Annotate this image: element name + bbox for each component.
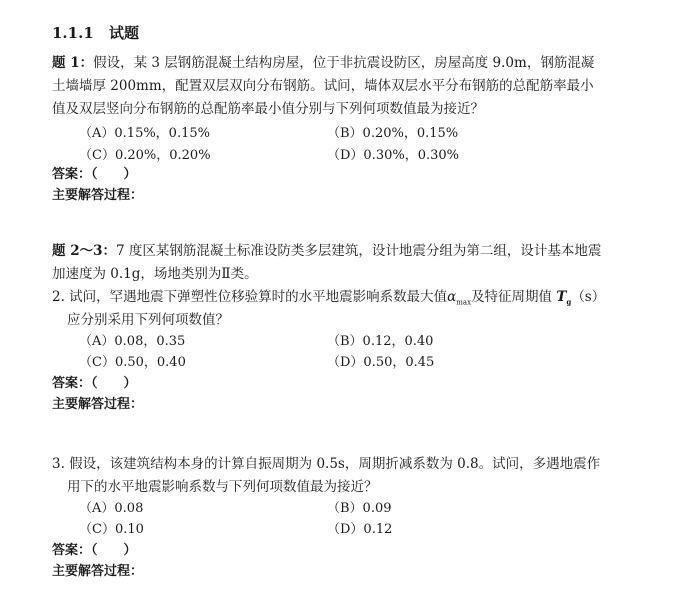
q3-option-a: （A）0.08 — [79, 501, 144, 516]
q1-option-a: （A）0.15%，0.15% — [79, 126, 210, 141]
section-title: 试题 — [109, 24, 140, 42]
q2-alpha-subscript: max — [456, 298, 472, 307]
q1-option-c: （C）0.20%，0.20% — [79, 148, 211, 163]
q23-label: 题 2～3： — [52, 243, 116, 259]
q2-alpha-symbol: α — [447, 289, 457, 305]
q2-text-1b: 及特征周期值 — [471, 289, 553, 305]
q2-tg-subscript: g — [566, 297, 572, 307]
q1-text-1: 假设，某 3 层钢筋混凝土结构房屋，位于非抗震设防区，房屋高度 9.0m，钢筋混凝 — [93, 55, 595, 71]
q23-text-1: 7 度区某钢筋混凝土标准设防类多层建筑，设计地震分组为第二组，设计基本地震 — [116, 243, 602, 259]
section-number: 1.1.1 — [52, 24, 94, 42]
q2-option-a: （A）0.08，0.35 — [79, 334, 186, 349]
q2-option-b: （B）0.12，0.40 — [327, 334, 434, 349]
q1-answer: 答案：（ ） — [52, 167, 137, 182]
q3-option-d: （D）0.12 — [327, 522, 393, 537]
q1-line-2: 土墙墙厚 200mm，配置双层双向分布钢筋。试问，墙体双层水平分布钢筋的总配筋率最小 — [52, 78, 594, 94]
q2-line-2: 应分别采用下列何项数值？ — [67, 312, 229, 328]
q1-process: 主要解答过程： — [52, 188, 144, 203]
q1-line-1 — [52, 52, 594, 75]
q3-line-2: 用下的水平地震影响系数与下列何项数值最为接近？ — [67, 479, 378, 495]
q2-option-d: （D）0.50，0.45 — [327, 355, 435, 370]
q23-line-1 — [52, 240, 601, 263]
q2-tg-symbol: T — [556, 289, 567, 305]
q23-line-2: 加速度为 0.1g，场地类别为Ⅱ类。 — [52, 266, 258, 282]
q3-answer: 答案：（ ） — [52, 543, 137, 558]
q2-answer: 答案：（ ） — [52, 376, 137, 391]
q2-text-1a: 2. 试问，罕遇地震下弹塑性位移验算时的水平地震影响系数最大值 — [52, 289, 448, 305]
q2-option-c: （C）0.50，0.40 — [79, 355, 186, 370]
q3-line-1: 3. 假设，该建筑结构本身的计算自振周期为 0.5s，周期折减系数为 0.8。试问，多遇地震作 — [52, 456, 601, 472]
q1-option-d: （D）0.30%，0.30% — [327, 148, 460, 163]
q2-text-1c: （s） — [571, 289, 606, 305]
q3-option-c: （C）0.10 — [79, 522, 144, 537]
q1-label: 题 1： — [52, 55, 94, 71]
q2-process: 主要解答过程： — [52, 397, 144, 412]
q1-line-3: 值及双层竖向分布钢筋的总配筋率最小值分别与下列何项数值最为接近？ — [52, 101, 484, 117]
q3-option-b: （B）0.09 — [327, 501, 392, 516]
q1-option-b: （B）0.20%，0.15% — [327, 126, 459, 141]
q3-process: 主要解答过程： — [52, 564, 144, 579]
section-heading — [52, 22, 139, 43]
